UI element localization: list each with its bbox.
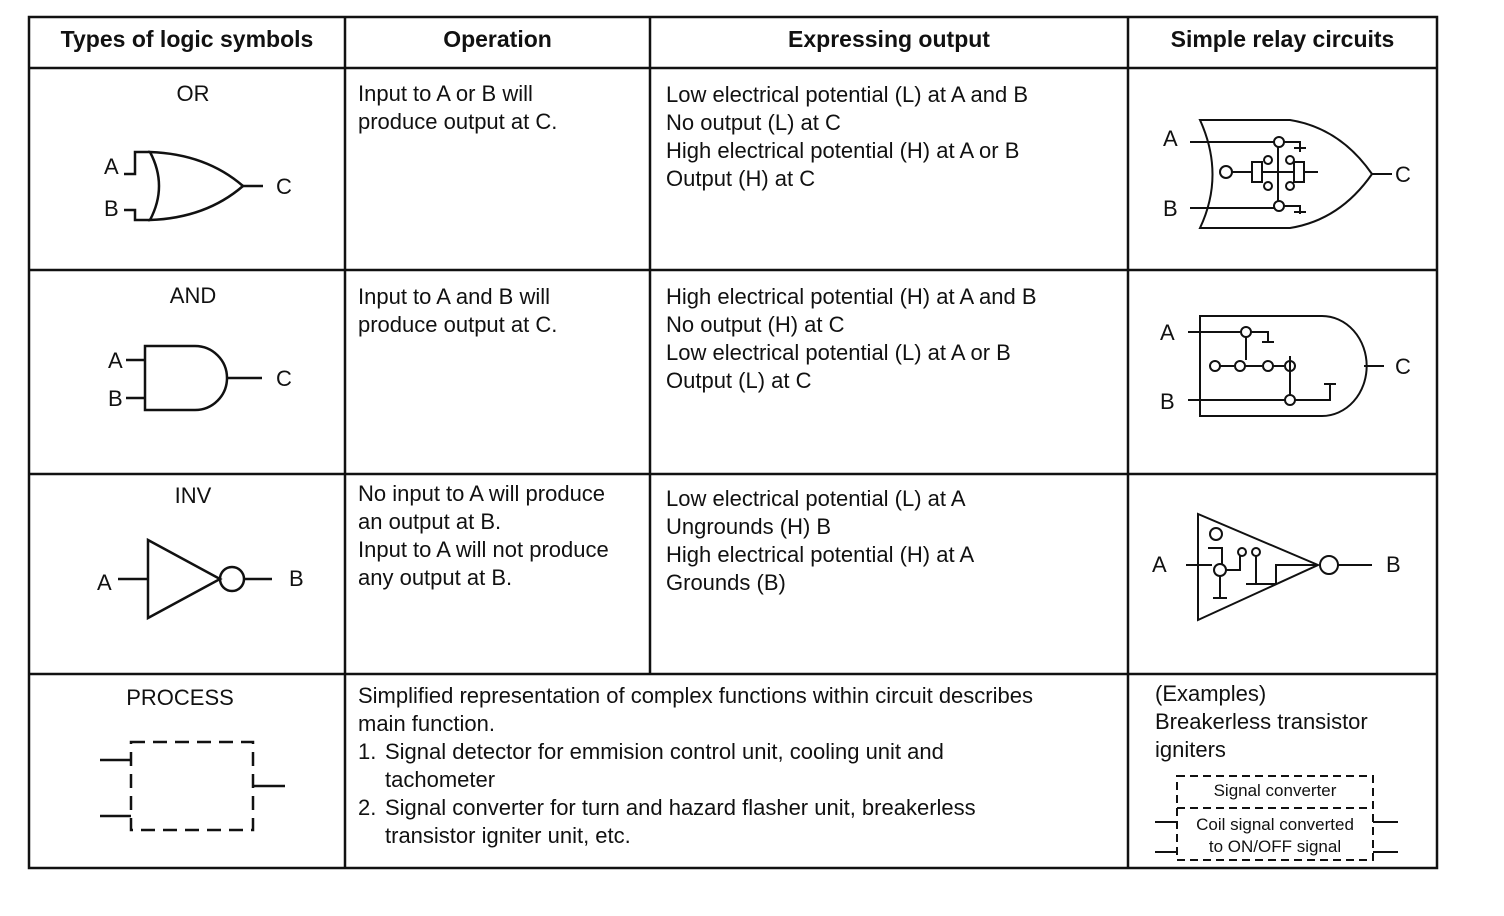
inv-relay-circuit xyxy=(1186,514,1372,620)
and-expressing-line-3: Low electrical potential (L) at A or B xyxy=(666,340,1011,365)
process-item-2-num: 2. xyxy=(358,795,377,820)
and-operation-line-2: produce output at C. xyxy=(358,312,558,337)
or-expressing-line-2: No output (L) at C xyxy=(666,110,841,135)
and-gate-label-a: A xyxy=(108,348,123,373)
inv-operation-line-1: No input to A will produce xyxy=(358,481,606,506)
process-description-line-1: Simplified representation of complex functions within circuit describes xyxy=(358,683,1033,708)
or-relay-circuit xyxy=(1190,120,1392,228)
or-gate-label-a: A xyxy=(104,154,119,179)
or-gate-symbol xyxy=(124,152,263,220)
and-expressing-line-2: No output (H) at C xyxy=(666,312,845,337)
or-expressing-line-4: Output (H) at C xyxy=(666,166,816,191)
inv-relay-label-a: A xyxy=(1152,552,1167,577)
inv-expressing-line-2: Ungrounds (H) B xyxy=(666,514,832,539)
header-expressing: Expressing output xyxy=(788,26,990,52)
or-name: OR xyxy=(176,81,210,106)
inv-operation-line-4: any output at B. xyxy=(358,565,513,590)
process-symbol xyxy=(100,742,285,830)
process-item-1-line-1: Signal detector for emmision control unit, cooling unit and xyxy=(385,739,944,764)
inv-expressing-line-3: High electrical potential (H) at A xyxy=(666,542,975,567)
and-gate-symbol xyxy=(126,346,262,410)
or-expressing-line-1: Low electrical potential (L) at A and B xyxy=(666,82,1028,107)
process-item-2-line-1: Signal converter for turn and hazard flasher unit, breakerless xyxy=(385,795,976,820)
and-operation-line-1: Input to A and B will xyxy=(358,284,551,309)
and-gate-label-c: C xyxy=(276,366,292,391)
and-relay-label-c: C xyxy=(1395,354,1411,379)
inv-gate-label-a: A xyxy=(97,570,112,595)
inverter-symbol xyxy=(118,540,272,618)
and-expressing-line-4: Output (L) at C xyxy=(666,368,812,393)
inv-name: INV xyxy=(174,483,212,508)
inv-relay-label-b: B xyxy=(1386,552,1401,577)
process-item-1-num: 1. xyxy=(358,739,377,764)
header-relay: Simple relay circuits xyxy=(1170,26,1395,52)
or-operation-line-1: Input to A or B will xyxy=(358,81,533,106)
or-operation-line-2: produce output at C. xyxy=(358,109,558,134)
signal-converter-box-line-1: Coil signal converted xyxy=(1196,815,1354,834)
or-relay-label-a: A xyxy=(1163,126,1178,151)
signal-converter-box-title: Signal converter xyxy=(1213,781,1337,800)
and-name: AND xyxy=(169,283,217,308)
and-relay-circuit xyxy=(1188,316,1384,416)
inv-expressing-line-1: Low electrical potential (L) at A xyxy=(666,486,966,511)
or-gate-label-b: B xyxy=(104,196,119,221)
and-relay-label-a: A xyxy=(1160,320,1175,345)
or-expressing-line-3: High electrical potential (H) at A or B xyxy=(666,138,1020,163)
process-item-1-line-2: tachometer xyxy=(385,767,496,792)
and-expressing-line-1: High electrical potential (H) at A and B xyxy=(666,284,1037,309)
process-name: PROCESS xyxy=(126,685,234,710)
or-gate-label-c: C xyxy=(276,174,292,199)
process-examples-line-2: igniters xyxy=(1155,737,1226,762)
header-types: Types of logic symbols xyxy=(60,26,314,52)
inv-expressing-line-4: Grounds (B) xyxy=(666,570,786,595)
process-examples-line-1: Breakerless transistor xyxy=(1155,709,1368,734)
process-examples-label: (Examples) xyxy=(1155,681,1267,706)
and-relay-label-b: B xyxy=(1160,389,1175,414)
inv-operation-line-3: Input to A will not produce xyxy=(358,537,609,562)
inv-operation-line-2: an output at B. xyxy=(358,509,502,534)
header-operation: Operation xyxy=(443,26,552,52)
or-relay-label-c: C xyxy=(1395,162,1411,187)
and-gate-label-b: B xyxy=(108,386,123,411)
process-description-line-2: main function. xyxy=(358,711,495,736)
or-relay-label-b: B xyxy=(1163,196,1178,221)
process-item-2-line-2: transistor igniter unit, etc. xyxy=(385,823,631,848)
signal-converter-box-line-2: to ON/OFF signal xyxy=(1208,837,1342,856)
inv-gate-label-b: B xyxy=(289,566,304,591)
